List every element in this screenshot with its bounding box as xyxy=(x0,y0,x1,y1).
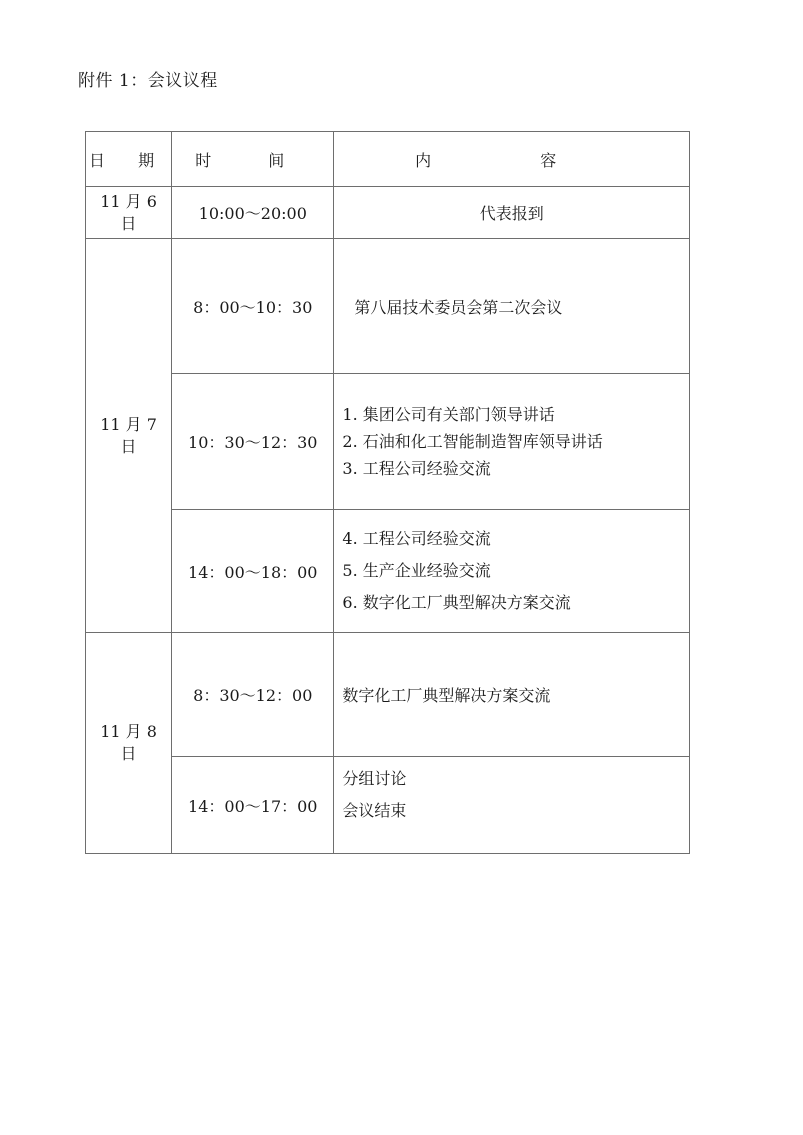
header-time-label: 时 间 xyxy=(195,150,311,170)
table-row xyxy=(86,510,690,633)
table-row xyxy=(86,633,690,757)
date-cell xyxy=(86,633,172,854)
content-line: 6. 数字化工厂典型解决方案交流 xyxy=(342,593,571,612)
header-content xyxy=(334,132,690,187)
table-row xyxy=(86,239,690,374)
content-cell xyxy=(334,187,690,239)
time-label: 10：30～12：30 xyxy=(188,433,318,452)
time-label: 14：00～17：00 xyxy=(188,796,318,816)
time-label: 10:00～20:00 xyxy=(198,204,307,223)
content-cell xyxy=(334,239,690,374)
agenda-table xyxy=(85,131,690,854)
content-line: 数字化工厂典型解决方案交流 xyxy=(342,686,551,705)
date-label: 11 月 6 日 xyxy=(100,191,157,233)
content-line: 3. 工程公司经验交流 xyxy=(342,459,491,478)
time-cell xyxy=(172,510,334,633)
header-date-label: 日 期 xyxy=(89,150,169,170)
time-label: 14：00～18：00 xyxy=(188,562,318,582)
content-line: 2. 石油和化工智能制造智库领导讲话 xyxy=(342,432,603,451)
header-time xyxy=(172,132,334,187)
time-cell xyxy=(172,239,334,374)
table-row xyxy=(86,757,690,854)
time-cell xyxy=(172,374,334,510)
date-cell xyxy=(86,239,172,633)
page-heading: 附件 1：会议议程 xyxy=(78,71,218,91)
content-cell xyxy=(334,510,690,633)
content-label: 代表报到 xyxy=(479,204,544,223)
content-line: 分组讨论 xyxy=(342,769,407,788)
time-cell xyxy=(172,633,334,757)
time-cell xyxy=(172,187,334,239)
table-row xyxy=(86,374,690,510)
date-cell xyxy=(86,187,172,239)
content-line: 4. 工程公司经验交流 xyxy=(342,529,491,548)
time-cell xyxy=(172,757,334,854)
header-content-label: 内 容 xyxy=(415,150,609,170)
content-cell xyxy=(334,374,690,510)
time-label: 8：30～12：00 xyxy=(193,686,313,705)
date-label: 11 月 8 日 xyxy=(100,722,157,763)
content-line: 会议结束 xyxy=(342,801,407,820)
header-date xyxy=(86,132,172,187)
content-line: 第八届技术委员会第二次会议 xyxy=(354,297,563,317)
content-line: 5. 生产企业经验交流 xyxy=(342,561,491,580)
table-row xyxy=(86,187,690,239)
time-label: 8：00～10：30 xyxy=(193,297,313,317)
content-cell xyxy=(334,757,690,854)
date-label: 11 月 7 日 xyxy=(100,414,157,456)
content-line: 1. 集团公司有关部门领导讲话 xyxy=(342,405,555,424)
content-cell xyxy=(334,633,690,757)
header-row xyxy=(86,132,690,187)
